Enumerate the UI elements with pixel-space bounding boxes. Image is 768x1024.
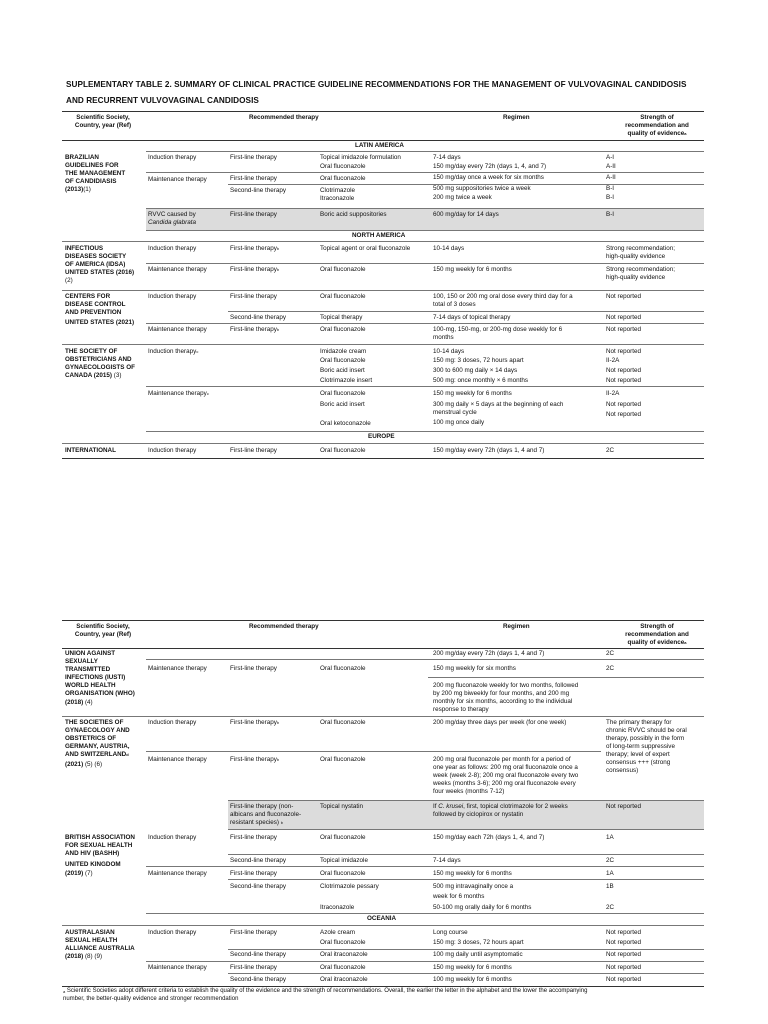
therapy-phase: RVVC caused by (148, 211, 196, 218)
regimen: 200 mg fluconazole weekly for two months, followed (433, 682, 579, 689)
society-name: BRITISH ASSOCIATION (65, 834, 135, 841)
strength: 2C (606, 665, 615, 672)
therapy-phase: Maintenance therapy (148, 870, 207, 877)
section-europe: EUROPE (368, 433, 395, 440)
society-name: DISEASES SOCIETY (65, 253, 127, 260)
section-rule (62, 443, 704, 444)
regimen: 150 mg/day each 72h (days 1, 4, and 7) (433, 834, 545, 841)
strength: Not reported (606, 803, 642, 810)
header-society-1: Scientific Society, (76, 114, 130, 121)
society-name: GYNAECOLOGY AND (65, 727, 130, 734)
row-rule (228, 829, 704, 830)
row-rule (228, 854, 704, 855)
drug: Oral fluconazole (320, 964, 366, 971)
section-rule (146, 913, 704, 914)
header-strength-3: quality of evidence$^a$ (627, 639, 687, 646)
drug: Oral fluconazole (320, 175, 366, 182)
therapy-phase: Maintenance therapy (148, 266, 207, 273)
regimen: 150 mg: 3 doses, 72 hours apart (433, 939, 524, 946)
header-society-1: Scientific Society, (76, 623, 130, 630)
strength: Not reported (606, 348, 642, 355)
society-year: (2013)(1) (65, 186, 91, 193)
strength: B-I (606, 194, 615, 201)
therapy-phase: Maintenance therapy (148, 176, 207, 183)
drug: Itraconazole (320, 904, 355, 911)
header-strength-3: quality of evidence$^a$ (627, 130, 687, 137)
strength: A-II (606, 163, 616, 170)
drug: Oral itraconazole (320, 951, 368, 958)
regimen: 150 mg/day once a week for six months (433, 174, 544, 181)
regimen: Long course (433, 929, 468, 936)
drug: Oral fluconazole (320, 870, 366, 877)
regimen: 7-14 days of topical therapy (433, 314, 511, 321)
regimen: 150 mg/day every 72h (days 1, 4 and 7) (433, 447, 545, 454)
strength: B-I (606, 185, 615, 192)
drug: Boric acid insert (320, 367, 365, 374)
regimen: 7-14 days (433, 154, 461, 161)
society-name: AND PREVENTION (65, 309, 122, 316)
drug: Imidazole cream (320, 348, 367, 355)
section-latin-america: LATIN AMERICA (355, 142, 404, 149)
therapy-line: First-line therapy (230, 870, 277, 877)
strength: II-2A (606, 357, 620, 364)
strength: Not reported (606, 314, 642, 321)
drug: Oral fluconazole (320, 939, 366, 946)
strength: II-2A (606, 390, 620, 397)
drug: Oral ketoconazole (320, 420, 371, 427)
section-rule (146, 431, 704, 432)
row-rule (146, 386, 704, 387)
drug: Itraconazole (320, 195, 355, 202)
drug: Boric acid insert (320, 401, 365, 408)
regimen: monthly for six months, according to the individual (433, 698, 573, 705)
therapy-line: Second-line therapy (230, 857, 287, 864)
row-rule (62, 716, 704, 717)
drug: Oral fluconazole (320, 834, 366, 841)
regimen: 600 mg/day for 14 days (433, 211, 499, 218)
drug: Oral fluconazole (320, 756, 366, 763)
strength: therapy, possibly in the form (606, 735, 685, 742)
therapy-line: First-line therapy (230, 964, 277, 971)
therapy-line: First-line therapy (230, 834, 277, 841)
society-name: DISEASE CONTROL (65, 301, 126, 308)
table-1-bottom-rule (62, 458, 704, 459)
strength: Strong recommendation; (606, 266, 675, 273)
therapy-line: Second-line therapy (230, 314, 287, 321)
row-rule (228, 800, 704, 801)
strength: 1A (606, 834, 614, 841)
header-regimen: Regimen (503, 623, 530, 630)
strength: A-II (606, 174, 616, 181)
regimen: 200 mg twice a week (433, 194, 492, 201)
drug: Topical agent or oral fluconazole (320, 245, 411, 252)
row-rule (146, 659, 704, 660)
therapy-line: First-line therapy (230, 665, 277, 672)
header-society-2: Country, year (Ref) (74, 631, 132, 638)
row-rule (146, 263, 704, 264)
therapy-phase: Induction therapy$^c$ (148, 348, 199, 355)
strength: The primary therapy for (606, 719, 672, 726)
drug: Oral itraconazole (320, 976, 368, 983)
regimen: months (433, 334, 454, 341)
therapy-line: First-line therapy (230, 293, 277, 300)
society-year: (2019) (7) (65, 870, 93, 877)
strength: B-I (606, 211, 615, 218)
row-rule (146, 172, 704, 173)
therapy-line: First-line therapy (230, 175, 277, 182)
regimen: 150 mg weekly for six months (433, 665, 516, 672)
regimen: menstrual cycle (433, 409, 477, 416)
strength: consensus) (606, 767, 639, 774)
header-strength-1: Strength of (640, 623, 674, 630)
society-year: (2018) (4) (65, 699, 93, 706)
society-year: (2021) (5) (6) (65, 761, 103, 768)
regimen: 150 mg weekly for 6 months (433, 964, 512, 971)
strength: Not reported (606, 411, 642, 418)
strength: 2C (606, 857, 615, 864)
regimen: 100 mg daily until asymptomatic (433, 951, 523, 958)
strength: 1B (606, 883, 614, 890)
table-2-bottom-rule (62, 986, 704, 987)
therapy-phase: Induction therapy (148, 447, 197, 454)
header-recommended-therapy: Recommended therapy (249, 114, 319, 121)
society-name: GERMANY, AUSTRIA, (65, 743, 130, 750)
therapy-line: First-line therapy$^b$ (230, 756, 280, 763)
therapy-line: First-line therapy$^b$ (230, 719, 280, 726)
society-name: UNITED STATES (2016) (65, 269, 135, 276)
regimen: 100-mg, 150-mg, or 200-mg dose weekly for 6 (433, 326, 563, 333)
drug: Oral fluconazole (320, 266, 366, 273)
society-name: GYNAECOLOGISTS OF (65, 364, 135, 371)
society-name: CENTERS FOR (65, 293, 111, 300)
drug: Topical imidazole formulation (320, 154, 401, 161)
regimen: 150 mg: 3 doses, 72 hours apart (433, 357, 524, 364)
section-rule (62, 925, 704, 926)
row-rule (146, 323, 704, 324)
row-rule (146, 961, 704, 962)
regimen: 10-14 days (433, 245, 465, 252)
regimen: 200 mg oral fluconazole per month for a period of (433, 756, 571, 763)
header-society-2: Country, year (Ref) (74, 122, 132, 129)
regimen: 50-100 mg orally daily for 6 months (433, 904, 532, 911)
society-name: INFECTIOUS (65, 245, 104, 252)
strength: Not reported (606, 293, 642, 300)
row-rule (62, 290, 704, 291)
therapy-phase: Maintenance therapy (148, 964, 207, 971)
section-rule (62, 241, 704, 242)
regimen: total of 3 doses (433, 301, 476, 308)
society-name: INTERNATIONAL (65, 447, 116, 454)
drug: Topical imidazole (320, 857, 368, 864)
drug: Oral fluconazole (320, 326, 366, 333)
therapy-phase: Candida glabrata (148, 219, 196, 226)
strength: Not reported (606, 951, 642, 958)
therapy-line: First-line therapy (230, 447, 277, 454)
therapy-phase: Induction therapy (148, 293, 197, 300)
strength: Not reported (606, 326, 642, 333)
strength: chronic RVVC should be oral (606, 727, 687, 734)
therapy-line: First-line therapy (230, 211, 277, 218)
society-name: SEXUAL HEALTH (65, 937, 118, 944)
society-name: AUSTRALASIAN (65, 929, 115, 936)
society-name: AND HIV (BASHH) (65, 850, 120, 857)
therapy-phase: Induction therapy (148, 154, 197, 161)
therapy-line: Second-line therapy (230, 951, 287, 958)
drug: Oral fluconazole (320, 293, 366, 300)
header-strength-2: recommendation and (625, 631, 689, 638)
therapy-line: First-line therapy (230, 929, 277, 936)
strength: A-I (606, 154, 615, 161)
table-2-top-rule (62, 620, 704, 621)
strength: therapy; level of expert (606, 751, 670, 758)
row-rule (146, 751, 601, 752)
society-year: (2018) (8) (9) (65, 953, 103, 960)
row-rule (62, 344, 704, 345)
regimen: 100 mg weekly for 6 months (433, 976, 512, 983)
drug: Topical therapy (320, 314, 363, 321)
regimen: 10-14 days (433, 348, 465, 355)
society-year: CANADA (2015) (3) (65, 372, 122, 379)
regimen: followed by ciclopirox or nystatin (433, 811, 524, 818)
therapy-phase: Maintenance therapy (148, 756, 207, 763)
regimen: 200 mg/day every 72h (days 1, 4 and 7) (433, 650, 545, 657)
regimen: one year as follows: 200 mg oral fluconazole once a (433, 764, 578, 771)
header-rule (62, 648, 704, 649)
regimen: four weeks (months 7-12) (433, 788, 505, 795)
regimen: 200 mg/day three days per week (for one week) (433, 719, 567, 726)
strength: high-quality evidence (606, 274, 666, 281)
regimen: 150 mg/day every 72h (days 1, 4, and 7) (433, 163, 547, 170)
strength: Not reported (606, 939, 642, 946)
regimen: 300 to 600 mg daily × 14 days (433, 367, 518, 374)
drug: Topical nystatin (320, 803, 364, 810)
therapy-line: First-line therapy (230, 154, 277, 161)
therapy-line: First-line therapy$^b$ (230, 266, 280, 273)
society-name: AND SWITZERLAND$^d$ (65, 751, 129, 758)
strength: of long-term suppressive (606, 743, 675, 750)
strength: 2C (606, 904, 615, 911)
therapy-phase: Maintenance therapy (148, 665, 207, 672)
society-name: OBSTETRICS OF (65, 735, 117, 742)
row-rule (228, 879, 704, 880)
strength: Strong recommendation; (606, 245, 675, 252)
row-rule (228, 973, 704, 974)
strength: Not reported (606, 401, 642, 408)
header-recommended-therapy: Recommended therapy (249, 623, 319, 630)
society-name: OBSTETRICIANS AND (65, 356, 132, 363)
society-name: OF AMERICA (IDSA) (65, 261, 126, 268)
regimen: 100 mg once daily (433, 419, 485, 426)
society-name: FOR SEXUAL HEALTH (65, 842, 133, 849)
header-rule (62, 140, 704, 141)
society-name: THE MANAGEMENT (65, 170, 126, 177)
row-rule (228, 949, 704, 950)
section-oceania: OCEANIA (367, 915, 397, 922)
header-strength-1: Strength of (640, 114, 674, 121)
regimen: response to therapy (433, 706, 489, 713)
drug: Oral fluconazole (320, 163, 366, 170)
society-name: SEXUALLY (65, 658, 99, 665)
drug: Oral fluconazole (320, 719, 366, 726)
therapy-line: First-line therapy$^b$ (230, 245, 280, 252)
drug: Oral fluconazole (320, 447, 366, 454)
row-rule (146, 866, 704, 867)
therapy-line: resistant species) $^b$ (230, 819, 283, 826)
regimen: 150 mg weekly for 6 months (433, 870, 512, 877)
society-name: THE SOCIETIES OF (65, 719, 124, 726)
society-name: ORGANISATION (WHO) (65, 690, 135, 697)
regimen: weeks (months 3-6); 200 mg oral fluconazole every (433, 780, 576, 787)
therapy-line: First-line therapy (non- (230, 803, 294, 810)
society-name: UNITED KINGDOM (65, 861, 121, 868)
header-strength-2: recommendation and (625, 122, 689, 129)
table-1-top-rule (62, 111, 704, 112)
therapy-phase: Maintenance therapy$^c$ (148, 390, 209, 397)
footnote-line-2: number, the better-quality evidence and stronger recommendation (63, 996, 239, 1002)
section-rule (146, 151, 704, 152)
row-rule (428, 677, 704, 678)
therapy-phase: Induction therapy (148, 245, 197, 252)
therapy-line: First-line therapy$^b$ (230, 326, 280, 333)
strength: Not reported (606, 377, 642, 384)
regimen: week (week 2-8); 200 mg oral fluconazole every two (433, 772, 579, 779)
regimen: 500 mg suppositories twice a week (433, 185, 531, 192)
society-name: OF CANDIDIASIS (65, 178, 117, 185)
section-north-america: NORTH AMERICA (352, 232, 406, 239)
footnote-line-1: $^a$ Scientific Societies adopt different criteria to establish the quality of the evidence and the strength of recommendations. Overall, the earlier the letter in the alphabet and the lower the accompanying (63, 988, 588, 994)
drug: Oral fluconazole (320, 357, 366, 364)
strength: Not reported (606, 367, 642, 374)
row-rule (146, 208, 704, 209)
strength: Not reported (606, 929, 642, 936)
table-title-line-1: SUPLEMENTARY TABLE 2. SUMMARY OF CLINICAL PRACTICE GUIDELINE RECOMMENDATIONS FOR THE MANAGEMENT OF VULVOVAGINAL CANDIDOSIS (66, 80, 687, 89)
society-ref: (2) (65, 277, 73, 284)
society-name: ALLIANCE AUSTRALIA (65, 945, 135, 952)
therapy-line: albicans and fluconazole- (230, 811, 302, 818)
society-name: UNION AGAINST (65, 650, 116, 657)
drug: Clotrimazole insert (320, 377, 373, 384)
society-name: UNITED STATES (2021) (65, 319, 135, 326)
drug: Azole cream (320, 929, 355, 936)
section-rule (146, 230, 704, 231)
drug: Boric acid suppositories (320, 211, 387, 218)
therapy-phase: Induction therapy (148, 929, 197, 936)
therapy-line: Second-line therapy (230, 883, 287, 890)
society-name: THE SOCIETY OF (65, 348, 118, 355)
therapy-phase: Induction therapy (148, 834, 197, 841)
strength: high-quality evidence (606, 253, 666, 260)
drug: Clotrimazole (320, 187, 355, 194)
drug: Oral fluconazole (320, 390, 366, 397)
therapy-phase: Induction therapy (148, 719, 197, 726)
therapy-phase: Maintenance therapy (148, 326, 207, 333)
society-name: GUIDELINES FOR (65, 162, 119, 169)
therapy-line: Second-line therapy (230, 187, 287, 194)
therapy-line: Second-line therapy (230, 976, 287, 983)
drug: Clotrimazole pessary (320, 883, 379, 890)
drug: Oral fluconazole (320, 665, 366, 672)
table-title-line-2: AND RECURRENT VULVOVAGINAL CANDIDOSIS (66, 96, 259, 105)
strength: consensus +++ (strong (606, 759, 671, 766)
regimen: 500 mg: once monthly × 6 months (433, 377, 529, 384)
regimen: week for 6 months (433, 893, 485, 900)
regimen: 7-14 days (433, 857, 461, 864)
regimen: 500 mg intravaginally once a (433, 883, 514, 890)
regimen: by 200 mg biweekly for four months, and 200 mg (433, 690, 570, 697)
strength: Not reported (606, 964, 642, 971)
society-name: TRANSMITTED (65, 666, 111, 673)
regimen: If C. krusei, first, topical clotrimazole for 2 weeks (433, 803, 568, 810)
regimen: 150 mg weekly for 6 months (433, 390, 512, 397)
regimen: 300 mg daily × 5 days at the beginning of each (433, 401, 564, 408)
strength: Not reported (606, 976, 642, 983)
header-regimen: Regimen (503, 114, 530, 121)
society-name: BRAZILIAN (65, 154, 99, 161)
strength: 1A (606, 870, 614, 877)
regimen: 100, 150 or 200 mg oral dose every third day for a (433, 293, 573, 300)
society-name: INFECTIONS (IUSTI) (65, 674, 126, 681)
row-rule (228, 311, 704, 312)
strength: 2C (606, 447, 615, 454)
strength: 2C (606, 650, 615, 657)
society-name: WORLD HEALTH (65, 682, 116, 689)
regimen: 150 mg weekly for 6 months (433, 266, 512, 273)
